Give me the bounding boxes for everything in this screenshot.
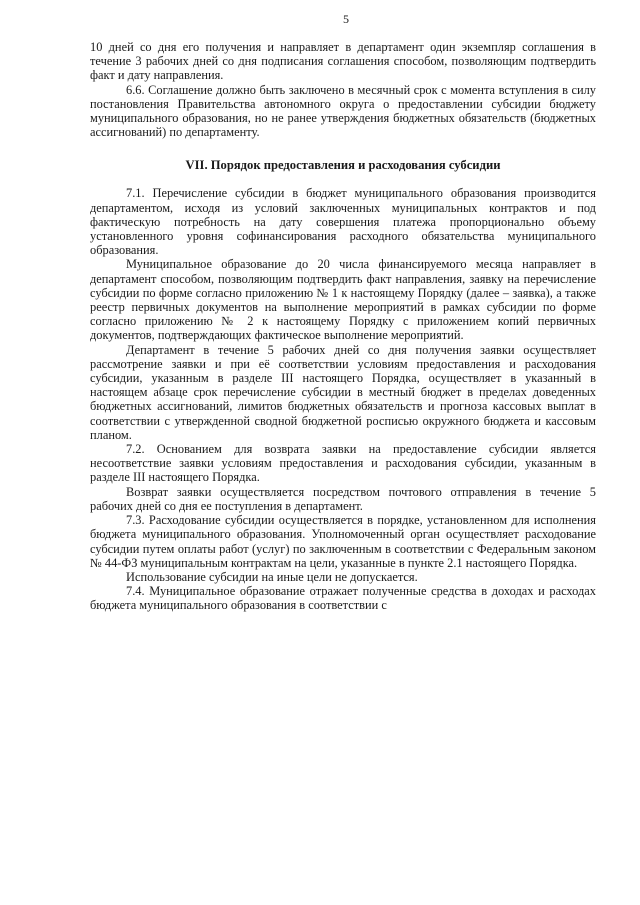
paragraph: Департамент в течение 5 рабочих дней со дня получения заявки осуществляет рассмотрение заявки и при её соответствии условиям предоставления и расходования субсидии, указанным в разделе III настоящего Порядка, осуществляет в указанный в настоящем абзаце срок перечисление субсидии в местный бюджет в пределах доведенных бюджетных ассигнований, лимитов бюджетных обязательств и прогноза кассовых выплат в соответствии с утвержденной сводной бюджетной росписью окружного бюджета и кассовым планом. bbox=[90, 342, 596, 442]
paragraph: Муниципальное образование до 20 числа финансируемого месяца направляет в департамент способом, позволяющим подтвердить факт направления, заявку на перечисление субсидии по форме согласно приложению № 1 к настоящему Порядку (далее – заявка), а также реестр первичных документов на выполнение мероприятий в рамках субсидии по форме согласно приложению № 2 к настоящему Порядку с приложением копий первичных документов, подтверждающих фактическое выполнение мероприятий. bbox=[90, 257, 596, 343]
paragraph-7-2: 7.2. Основанием для возврата заявки на предоставление субсидии является несоответствие заявки условиям предоставления и расходования субсидии, указанным в разделе III настоящего Порядка. bbox=[90, 442, 596, 485]
section-body bbox=[90, 186, 596, 612]
paragraph: Возврат заявки осуществляется посредством почтового отправления в течение 5 рабочих дней со дня ее поступления в департамент. bbox=[90, 484, 596, 513]
section-heading: VII. Порядок предоставления и расходования субсидии bbox=[185, 158, 501, 173]
document-page bbox=[90, 12, 596, 613]
paragraph: Использование субсидии на иные цели не допускается. bbox=[126, 569, 418, 584]
paragraph-6-6: 6.6. Соглашение должно быть заключено в месячный срок с момента вступления в силу постановления Правительства автономного округа о предоставлении субсидии бюджету муниципального образования, но не ранее утверждения бюджетных обязательств (бюджетных ассигнований) по департаменту. bbox=[90, 82, 596, 140]
paragraph: 10 дней со дня его получения и направляет в департамент один экземпляр соглашения в течение 3 рабочих дней со дня подписания соглашения способом, позволяющим подтвердить факт и дату направления. bbox=[90, 40, 596, 83]
paragraph-7-4: 7.4. Муниципальное образование отражает полученные средства в доходах и расходах бюджета муниципального образования в соответствии с bbox=[90, 584, 596, 613]
page-number: 5 bbox=[343, 12, 349, 26]
paragraph-7-1: 7.1. Перечисление субсидии в бюджет муниципального образования производится департаментом, исходя из условий заключенных муниципальных контрактов и под фактическую потребность на дату совершения платежа пропорционально объему установленного уровня софинансирования расходного обязательства муниципального образования. bbox=[90, 186, 596, 258]
paragraph-7-3: 7.3. Расходование субсидии осуществляется в порядке, установленном для исполнения бюджета муниципального образования. Уполномоченный орган осуществляет расходование субсидии путем оплаты работ (услуг) по заключенным в соответствии с Федеральным законом № 44-ФЗ муниципальным контрактам на цели, указанные в пункте 2.1 настоящего Порядка. bbox=[90, 513, 596, 570]
paragraphs-before-section bbox=[90, 40, 596, 139]
